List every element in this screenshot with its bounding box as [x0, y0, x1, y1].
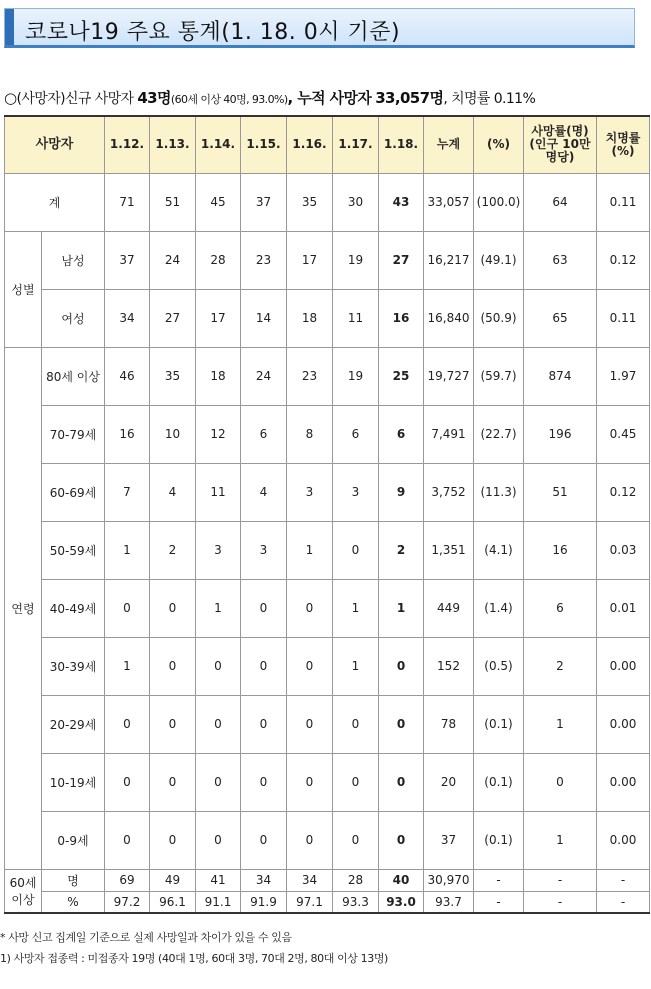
table-cell: 69 — [105, 869, 150, 891]
table-cell: 45 — [196, 173, 241, 231]
table-cell: 23 — [241, 231, 287, 289]
rate-cell: 65 — [524, 289, 597, 347]
fatality-cell: 0.11 — [597, 289, 650, 347]
table-cell: 0 — [196, 753, 241, 811]
row-label: 남성 — [42, 231, 105, 289]
table-cell: 0 — [287, 637, 333, 695]
table-cell: 1 — [196, 579, 241, 637]
fatality-cell: 0.12 — [597, 463, 650, 521]
table-cell: 17 — [196, 289, 241, 347]
unit-label-percent: % — [42, 891, 105, 913]
table-cell: 18 — [196, 347, 241, 405]
total-cell: 93.7 — [424, 891, 474, 913]
table-cell: 16 — [379, 289, 424, 347]
total-cell: 19,727 — [424, 347, 474, 405]
table-cell: 93.3 — [333, 891, 379, 913]
table-cell: 19 — [333, 231, 379, 289]
table-row — [5, 463, 650, 521]
percent-cell: (4.1) — [474, 521, 524, 579]
table-cell: 14 — [241, 289, 287, 347]
summary-line — [4, 87, 644, 108]
table-cell: 1 — [333, 579, 379, 637]
table-row — [5, 289, 650, 347]
total-cell: 449 — [424, 579, 474, 637]
table-cell: 16 — [105, 405, 150, 463]
table-cell: 1 — [379, 579, 424, 637]
header-fatality-rate: 치명률 (%) — [597, 116, 650, 173]
table-cell: 35 — [150, 347, 196, 405]
table-cell: 28 — [196, 231, 241, 289]
table-cell: 49 — [150, 869, 196, 891]
row-label: 20-29세 — [42, 695, 105, 753]
group-label-sex: 성별 — [5, 231, 42, 347]
header-date: 1.13. — [150, 116, 196, 173]
table-cell: 18 — [287, 289, 333, 347]
percent-cell: - — [474, 891, 524, 913]
table-cell: 0 — [241, 695, 287, 753]
page-title: 코로나19 주요 통계(1. 18. 0시 기준) — [25, 20, 401, 45]
total-cell: 78 — [424, 695, 474, 753]
table-row — [5, 521, 650, 579]
table-cell: 3 — [196, 521, 241, 579]
header-percent: (%) — [474, 116, 524, 173]
rate-cell: 874 — [524, 347, 597, 405]
footnote-note: * 사망 신고 집계일 기준으로 실제 사망일과 차이가 있을 수 있음 — [0, 931, 292, 944]
percent-cell: (100.0) — [474, 173, 524, 231]
table-cell: 0 — [196, 811, 241, 869]
rate-cell: - — [524, 869, 597, 891]
header-deaths: 사망자 — [5, 116, 105, 173]
title-accent-bar — [5, 9, 14, 45]
table-cell: 0 — [241, 579, 287, 637]
rate-cell: 16 — [524, 521, 597, 579]
table-cell: 0 — [150, 753, 196, 811]
fatality-cell: 0.11 — [597, 173, 650, 231]
table-cell: 0 — [150, 811, 196, 869]
table-cell: 0 — [105, 753, 150, 811]
percent-cell: (0.1) — [474, 695, 524, 753]
total-cell: 37 — [424, 811, 474, 869]
footnote-vaccination: 1) 사망자 접종력 : 미접종자 19명 (40대 1명, 60대 3명, 70대 2명, 80대 이상 13명) — [0, 952, 388, 965]
table-cell: 10 — [150, 405, 196, 463]
summary-cumulative-label: , 누적 사망자 — [287, 89, 372, 107]
fatality-cell: 0.00 — [597, 695, 650, 753]
table-cell: 2 — [379, 521, 424, 579]
table-cell: 28 — [333, 869, 379, 891]
percent-cell: (22.7) — [474, 405, 524, 463]
table-cell: 19 — [333, 347, 379, 405]
table-cell: 1 — [333, 637, 379, 695]
total-cell: 7,491 — [424, 405, 474, 463]
fatality-cell: 0.00 — [597, 637, 650, 695]
rate-cell: 1 — [524, 695, 597, 753]
percent-cell: - — [474, 869, 524, 891]
table-cell: 1 — [105, 637, 150, 695]
rate-cell: 196 — [524, 405, 597, 463]
table-row — [5, 753, 650, 811]
table-cell: 4 — [241, 463, 287, 521]
table-cell: 0 — [196, 637, 241, 695]
table-cell: 35 — [287, 173, 333, 231]
header-date: 1.14. — [196, 116, 241, 173]
table-cell: 37 — [241, 173, 287, 231]
summary-cumulative: 33,057명 — [375, 89, 444, 107]
table-cell: 23 — [287, 347, 333, 405]
table-cell: 51 — [150, 173, 196, 231]
fatality-cell: 0.12 — [597, 231, 650, 289]
fatality-cell: 1.97 — [597, 347, 650, 405]
table-header-row — [5, 116, 650, 173]
table-cell: 11 — [196, 463, 241, 521]
table-cell: 1 — [287, 521, 333, 579]
rate-cell: 6 — [524, 579, 597, 637]
summary-detail: (60세 이상 40명, 93.0%) — [170, 93, 288, 106]
table-cell: 0 — [287, 579, 333, 637]
table-cell: 34 — [287, 869, 333, 891]
table-cell: 46 — [105, 347, 150, 405]
rate-cell: 64 — [524, 173, 597, 231]
table-cell: 0 — [287, 753, 333, 811]
bullet-circle-icon: ○ — [4, 89, 17, 107]
row-label: 80세 이상 — [42, 347, 105, 405]
table-cell: 91.9 — [241, 891, 287, 913]
total-cell: 16,217 — [424, 231, 474, 289]
table-cell: 11 — [333, 289, 379, 347]
table-cell: 0 — [150, 695, 196, 753]
percent-cell: (50.9) — [474, 289, 524, 347]
table-cell: 8 — [287, 405, 333, 463]
table-row — [5, 173, 650, 231]
table-cell: 0 — [379, 637, 424, 695]
total-cell: 33,057 — [424, 173, 474, 231]
table-cell: 30 — [333, 173, 379, 231]
total-cell: 16,840 — [424, 289, 474, 347]
table-row — [5, 231, 650, 289]
row-label: 50-59세 — [42, 521, 105, 579]
row-label: 40-49세 — [42, 579, 105, 637]
row-label: 30-39세 — [42, 637, 105, 695]
rate-cell: 2 — [524, 637, 597, 695]
table-cell: 0 — [196, 695, 241, 753]
table-cell: 0 — [287, 811, 333, 869]
row-label: 계 — [5, 173, 105, 231]
table-cell: 97.1 — [287, 891, 333, 913]
header-date: 1.18. — [379, 116, 424, 173]
header-total: 누계 — [424, 116, 474, 173]
row-label: 여성 — [42, 289, 105, 347]
table-cell: 6 — [333, 405, 379, 463]
total-cell: 3,752 — [424, 463, 474, 521]
table-cell: 4 — [150, 463, 196, 521]
group-label-age: 연령 — [5, 347, 42, 869]
header-date: 1.15. — [241, 116, 287, 173]
table-cell: 41 — [196, 869, 241, 891]
table-cell: 27 — [379, 231, 424, 289]
table-cell: 91.1 — [196, 891, 241, 913]
header-date: 1.16. — [287, 116, 333, 173]
table-cell: 6 — [241, 405, 287, 463]
rate-cell: 63 — [524, 231, 597, 289]
row-label: 10-19세 — [42, 753, 105, 811]
table-cell: 0 — [287, 695, 333, 753]
percent-cell: (11.3) — [474, 463, 524, 521]
summary-cfr: , 치명률 0.11% — [443, 91, 536, 107]
fatality-cell: 0.01 — [597, 579, 650, 637]
table-cell: 0 — [333, 811, 379, 869]
table-cell: 3 — [333, 463, 379, 521]
table-cell: 12 — [196, 405, 241, 463]
deaths-table — [4, 115, 650, 914]
table-cell: 0 — [379, 753, 424, 811]
fatality-cell: 0.00 — [597, 753, 650, 811]
table-cell: 0 — [241, 637, 287, 695]
table-cell: 0 — [333, 695, 379, 753]
table-cell: 97.2 — [105, 891, 150, 913]
title-banner — [4, 8, 635, 48]
fatality-cell: - — [597, 891, 650, 913]
table-cell: 0 — [333, 521, 379, 579]
row-label: 70-79세 — [42, 405, 105, 463]
table-cell: 0 — [379, 811, 424, 869]
percent-cell: (1.4) — [474, 579, 524, 637]
table-cell: 24 — [241, 347, 287, 405]
table-cell: 34 — [241, 869, 287, 891]
table-cell: 0 — [105, 579, 150, 637]
summary-new-deaths: 43명 — [137, 89, 171, 107]
table-cell: 0 — [241, 811, 287, 869]
unit-label-count: 명 — [42, 869, 105, 891]
table-cell: 7 — [105, 463, 150, 521]
total-cell: 1,351 — [424, 521, 474, 579]
table-row — [5, 637, 650, 695]
summary-new-label: 신규 사망자 — [65, 91, 138, 107]
table-cell: 0 — [333, 753, 379, 811]
header-mortality-rate: 사망률(명) (인구 10만명당) — [524, 116, 597, 173]
table-cell: 96.1 — [150, 891, 196, 913]
table-cell: 37 — [105, 231, 150, 289]
percent-cell: (0.1) — [474, 753, 524, 811]
table-cell: 43 — [379, 173, 424, 231]
group-label-over60: 60세 이상 — [5, 869, 42, 913]
table-cell: 0 — [379, 695, 424, 753]
table-row — [5, 405, 650, 463]
table-cell: 0 — [105, 811, 150, 869]
rate-cell: 1 — [524, 811, 597, 869]
table-cell: 34 — [105, 289, 150, 347]
table-cell: 0 — [150, 637, 196, 695]
table-row — [5, 347, 650, 405]
table-row — [5, 695, 650, 753]
table-cell: 25 — [379, 347, 424, 405]
total-cell: 20 — [424, 753, 474, 811]
rate-cell: 0 — [524, 753, 597, 811]
header-date: 1.12. — [105, 116, 150, 173]
row-label: 60-69세 — [42, 463, 105, 521]
fatality-cell: 0.03 — [597, 521, 650, 579]
table-cell: 0 — [241, 753, 287, 811]
percent-cell: (0.5) — [474, 637, 524, 695]
table-cell: 17 — [287, 231, 333, 289]
table-cell: 93.0 — [379, 891, 424, 913]
table-cell: 0 — [150, 579, 196, 637]
table-cell: 3 — [287, 463, 333, 521]
percent-cell: (0.1) — [474, 811, 524, 869]
rate-cell: 51 — [524, 463, 597, 521]
fatality-cell: 0.45 — [597, 405, 650, 463]
table-row-over60-percent — [5, 891, 650, 913]
table-cell: 27 — [150, 289, 196, 347]
table-cell: 6 — [379, 405, 424, 463]
table-row — [5, 811, 650, 869]
table-cell: 9 — [379, 463, 424, 521]
row-label: 0-9세 — [42, 811, 105, 869]
fatality-cell: 0.00 — [597, 811, 650, 869]
fatality-cell: - — [597, 869, 650, 891]
table-cell: 2 — [150, 521, 196, 579]
table-cell: 40 — [379, 869, 424, 891]
table-cell: 71 — [105, 173, 150, 231]
table-cell: 1 — [105, 521, 150, 579]
summary-category: (사망자) — [16, 91, 65, 107]
total-cell: 30,970 — [424, 869, 474, 891]
total-cell: 152 — [424, 637, 474, 695]
rate-cell: - — [524, 891, 597, 913]
table-cell: 3 — [241, 521, 287, 579]
percent-cell: (59.7) — [474, 347, 524, 405]
header-date: 1.17. — [333, 116, 379, 173]
table-row-over60-count — [5, 869, 650, 891]
table-cell: 0 — [105, 695, 150, 753]
table-row — [5, 579, 650, 637]
percent-cell: (49.1) — [474, 231, 524, 289]
table-cell: 24 — [150, 231, 196, 289]
